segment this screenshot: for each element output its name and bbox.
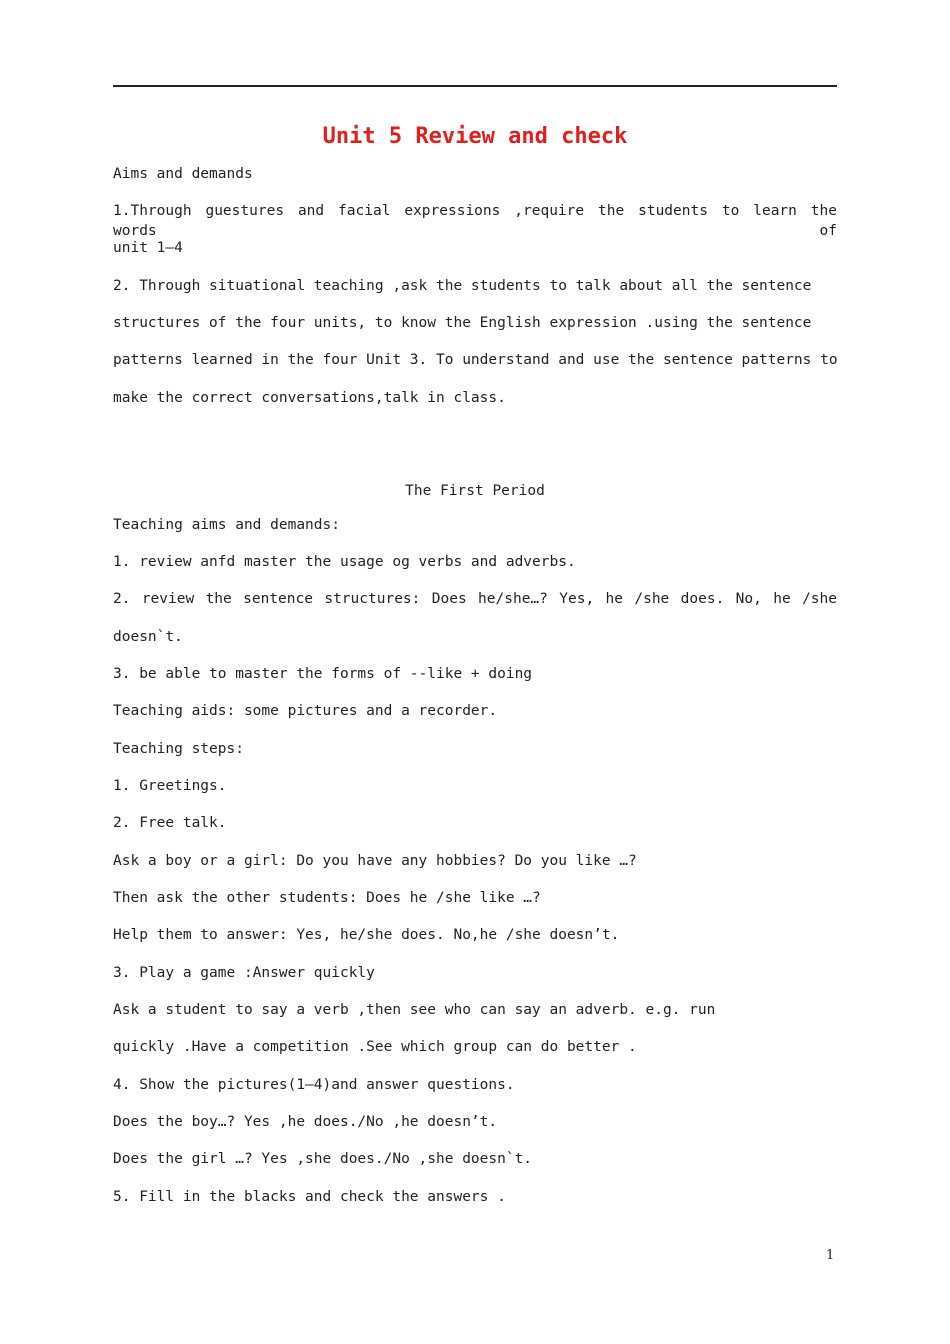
- period-line: Ask a student to say a verb ,then see who can say an adverb. e.g. run: [113, 1002, 716, 1018]
- period-line: Does the girl …? Yes ,she does./No ,she doesn`t.: [113, 1151, 533, 1167]
- period-line: Teaching aids: some pictures and a recorder.: [113, 703, 498, 719]
- period-line: 1. review anfd master the usage og verbs and adverbs.: [113, 554, 576, 570]
- period-line: 3. Play a game :Answer quickly: [113, 965, 375, 981]
- document-title: Unit 5 Review and check: [322, 124, 628, 149]
- period-line: Teaching steps:: [113, 741, 244, 757]
- period-line: Then ask the other students: Does he /she like …?: [113, 890, 541, 906]
- period-line: quickly .Have a competition .See which group can do better .: [113, 1039, 637, 1055]
- page-number: 1: [826, 1248, 835, 1263]
- period-line: Does the boy…? Yes ,he does./No ,he doesn’t.: [113, 1114, 498, 1130]
- intro-line: 1.Through guestures and facial expressions ,require the students to learn the words of: [113, 203, 837, 239]
- period-line: 5. Fill in the blacks and check the answers .: [113, 1189, 506, 1205]
- intro-line: unit 1—4: [113, 240, 183, 256]
- period-line: 4. Show the pictures(1—4)and answer questions.: [113, 1077, 515, 1093]
- intro-line: make the correct conversations,talk in class.: [113, 390, 506, 406]
- period-heading: The First Period: [405, 483, 545, 499]
- period-line: doesn`t.: [113, 629, 183, 645]
- period-line: Ask a boy or a girl: Do you have any hobbies? Do you like …?: [113, 853, 637, 869]
- period-line: 3. be able to master the forms of --like + doing: [113, 666, 533, 682]
- period-line: Help them to answer: Yes, he/she does. No,he /she doesn’t.: [113, 927, 620, 943]
- period-line: Teaching aims and demands:: [113, 517, 340, 533]
- aims-heading: Aims and demands: [113, 166, 253, 182]
- period-line: 2. review the sentence structures: Does he/she…? Yes, he /she does. No, he /she: [113, 591, 837, 607]
- header-rule: [113, 85, 837, 87]
- period-line: 1. Greetings.: [113, 778, 227, 794]
- intro-line: 2. Through situational teaching ,ask the students to talk about all the sentence: [113, 278, 812, 294]
- intro-line: patterns learned in the four Unit 3. To understand and use the sentence patterns to: [113, 352, 838, 368]
- period-line: 2. Free talk.: [113, 815, 227, 831]
- intro-line: structures of the four units, to know the English expression .using the sentence: [113, 315, 812, 331]
